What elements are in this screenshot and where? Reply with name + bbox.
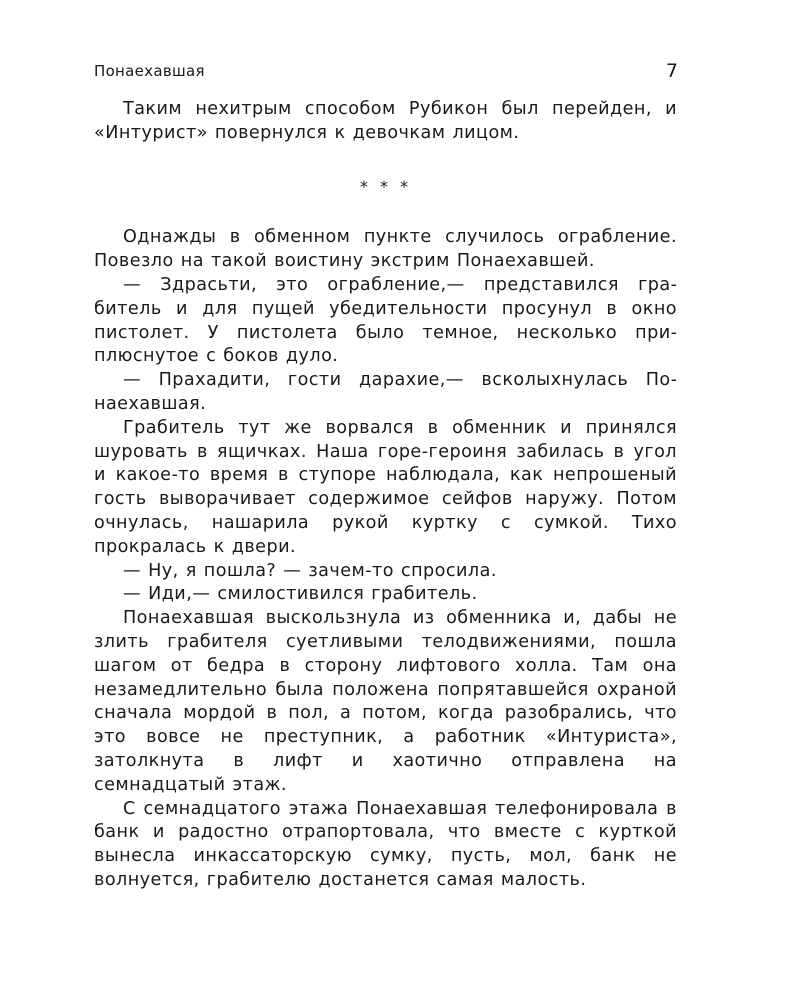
paragraph: С семнадцатого этажа Понаехавшая телефонировала в банк и радостно отрапортовала, что вместе с курткой вынесла инкассаторскую сумку, пусть, мол, банк не волнуется, грабителю достанется самая малость. bbox=[94, 798, 677, 890]
page-number: 7 bbox=[665, 60, 678, 82]
paragraph: — Ну, я пошла? — зачем-то спросила. bbox=[123, 560, 497, 581]
paragraph: Понаехавшая выскользнула из обменника и, дабы не злить грабителя суетливыми телодвижениями, пошла шагом от бедра в сторону лифтового холла. Там она незамедлительно была положена попрятавшейся охраной сначала мордой в пол, а потом, когда разобрались, что это вовсе не преступник, а работник «Интуриста», затолкнута в лифт и хаотично отправлена на семнадцатый этаж. bbox=[94, 608, 677, 795]
section-separator: * * * bbox=[359, 176, 412, 196]
running-title: Понаехавшая bbox=[94, 62, 205, 80]
paragraph: — Прахадити, гости дарахие,— всколыхнулась Понаехавшая. bbox=[94, 370, 677, 414]
paragraph: Таким нехитрым способом Рубикон был перейден, и «Интурист» повернулся к девочкам лицом. bbox=[94, 99, 677, 143]
paragraph: Грабитель тут же ворвался в обменник и принялся шуровать в ящичках. Наша горе-героиня забилась в угол и какое-то время в ступоре наблюдала, как непрошеный гость выворачивает содержимое сейфов наружу. Потом очнулась, нашарила рукой куртку с сумкой. Тихо прокралась к двери. bbox=[94, 417, 677, 557]
body-text bbox=[94, 98, 677, 893]
paragraph: — Здрасьти, это ограбление,— представился грабитель и для пущей убедительности просунул в окно пистолет. У пистолета было темное, несколько приплюснутое с боков дуло. bbox=[94, 274, 677, 367]
paragraph: Однажды в обменном пункте случилось ограбление. Повезло на такой воистину экстрим Понаехавшей. bbox=[94, 227, 677, 272]
paragraph: — Иди,— смилостивился грабитель. bbox=[123, 584, 478, 605]
